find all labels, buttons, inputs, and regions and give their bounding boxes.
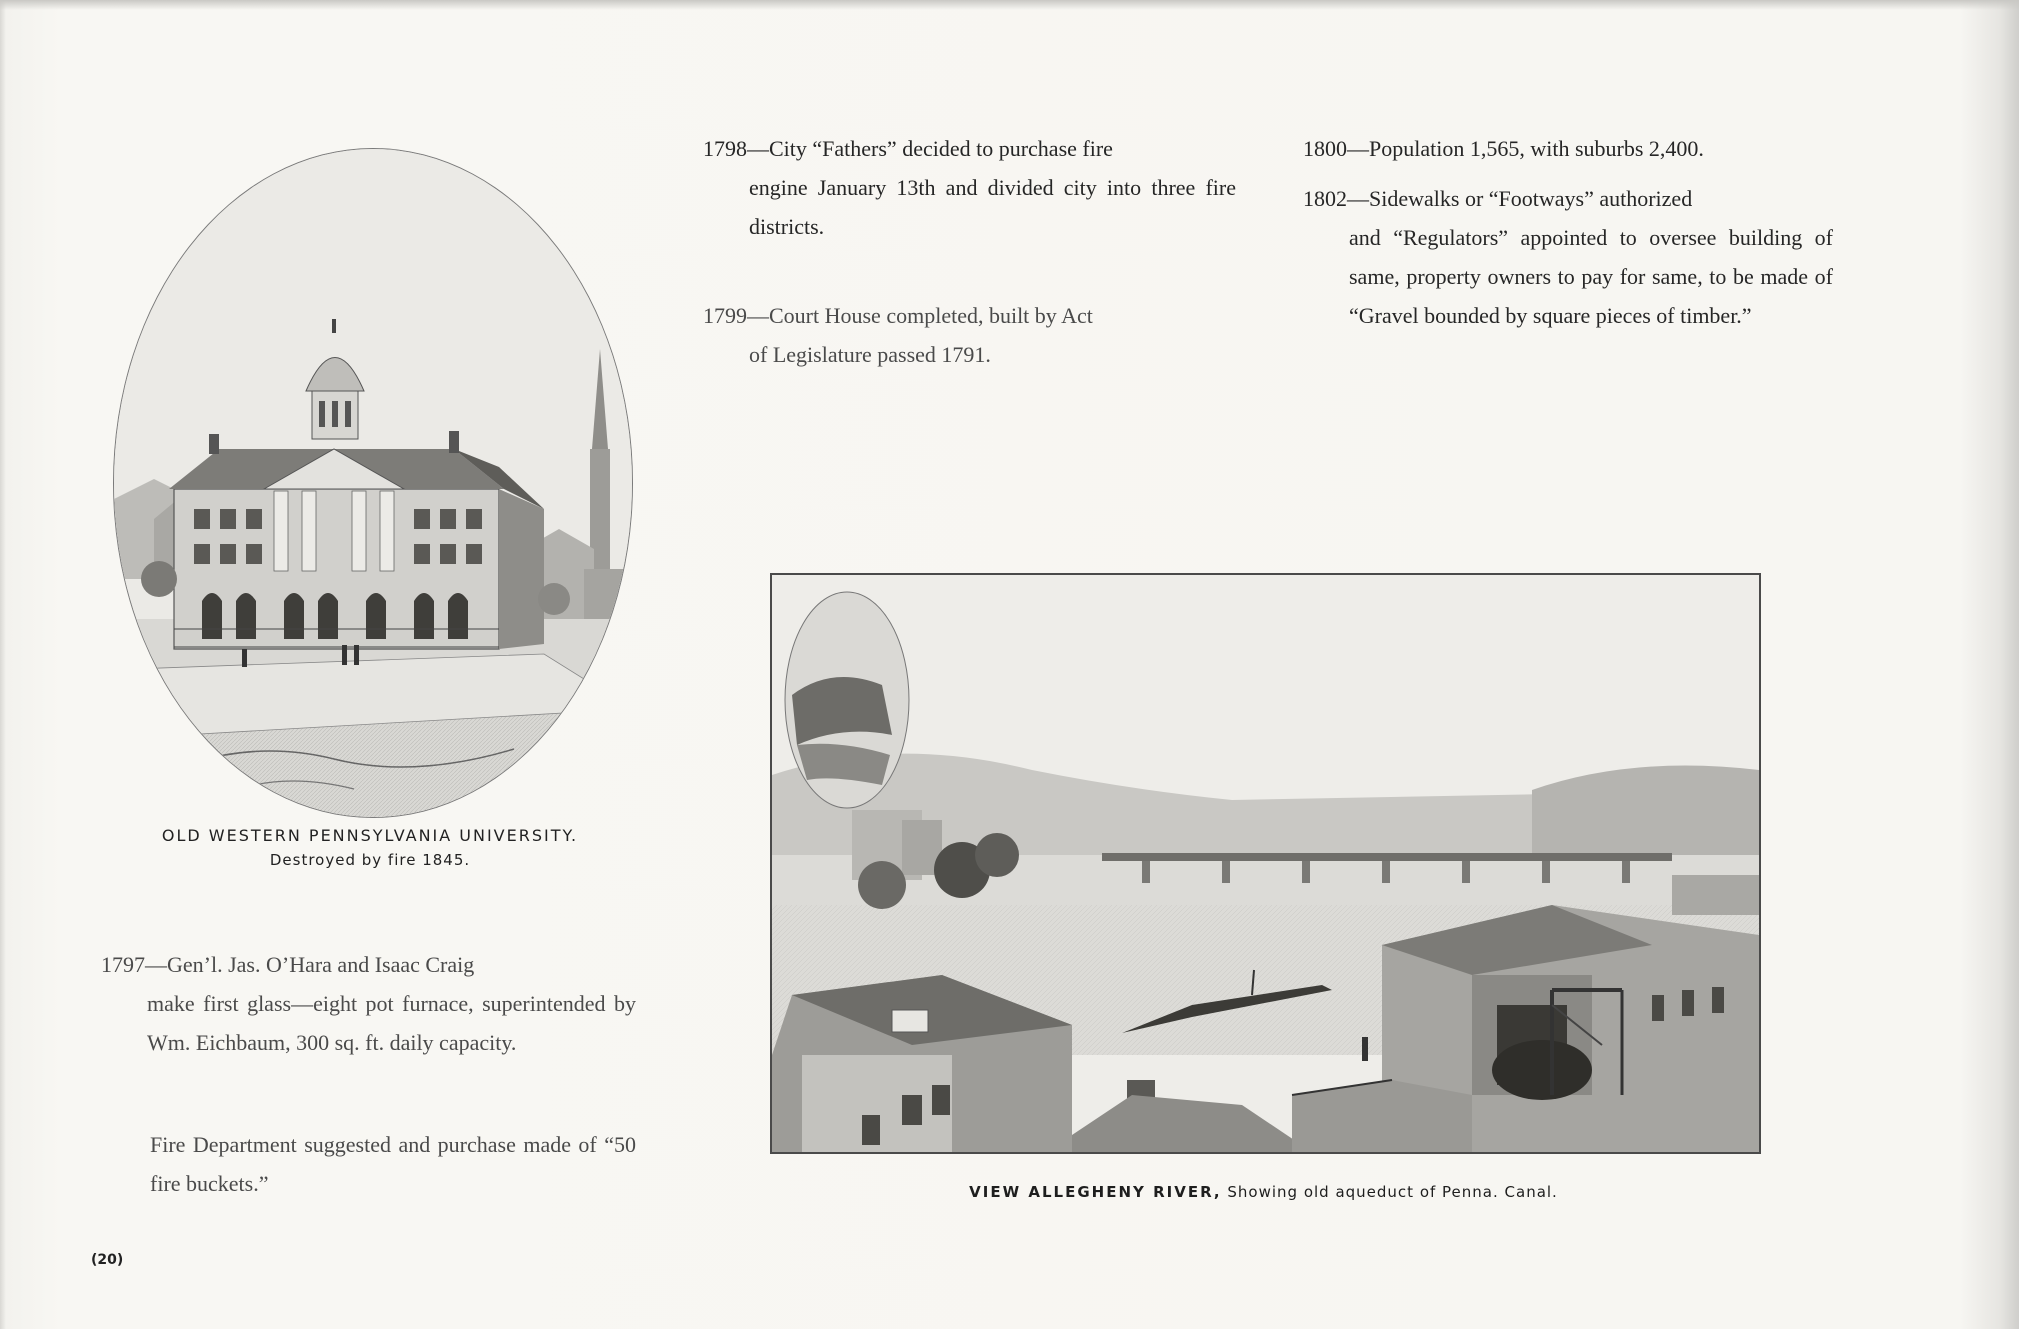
river-caption-description: Showing old aqueduct of Penna. Canal. xyxy=(1221,1183,1558,1201)
entry-1799-first-line: 1799—Court House completed, built by Act xyxy=(703,303,1093,328)
entry-1799 xyxy=(703,296,1236,374)
entry-1797 xyxy=(101,945,636,1062)
university-caption-title: OLD WESTERN PENNSYLVANIA UNIVERSITY. xyxy=(161,826,579,845)
university-engraving xyxy=(113,148,633,818)
allegheny-river-engraving xyxy=(770,573,1761,1154)
entry-1802-continuation: and “Regulators” appointed to oversee building of same, property owners to pay for same, to be made of “Gravel bounded by square pieces of timber.” xyxy=(1349,225,1833,328)
page-number: (20) xyxy=(91,1252,124,1268)
entry-1800-first-line: 1800—Population 1,565, with suburbs 2,400. xyxy=(1303,136,1704,161)
river-caption xyxy=(770,1183,1757,1201)
fire-department-text: Fire Department suggested and purchase made of “50 fire buckets.” xyxy=(150,1132,636,1196)
river-caption-title: VIEW ALLEGHENY RIVER, xyxy=(969,1183,1222,1201)
entry-1800 xyxy=(1303,129,1833,168)
entry-1802 xyxy=(1303,179,1833,335)
entry-1798-first-line: 1798—City “Fathers” decided to purchase fire xyxy=(703,136,1113,161)
university-caption-subtitle: Destroyed by fire 1845. xyxy=(269,851,471,869)
entry-1797-first-line: 1797—Gen’l. Jas. O’Hara and Isaac Craig xyxy=(101,952,475,977)
entry-1799-continuation: of Legislature passed 1791. xyxy=(749,342,991,367)
entry-fire-department xyxy=(150,1125,636,1203)
entry-1797-continuation: make first glass—eight pot furnace, superintended by Wm. Eichbaum, 300 sq. ft. daily capacity. xyxy=(147,991,636,1055)
entry-1802-first-line: 1802—Sidewalks or “Footways” authorized xyxy=(1303,186,1693,211)
entry-1798 xyxy=(703,129,1236,246)
page-top-shadow xyxy=(0,0,2019,10)
entry-1798-continuation: engine January 13th and divided city into three fire districts. xyxy=(749,175,1236,239)
